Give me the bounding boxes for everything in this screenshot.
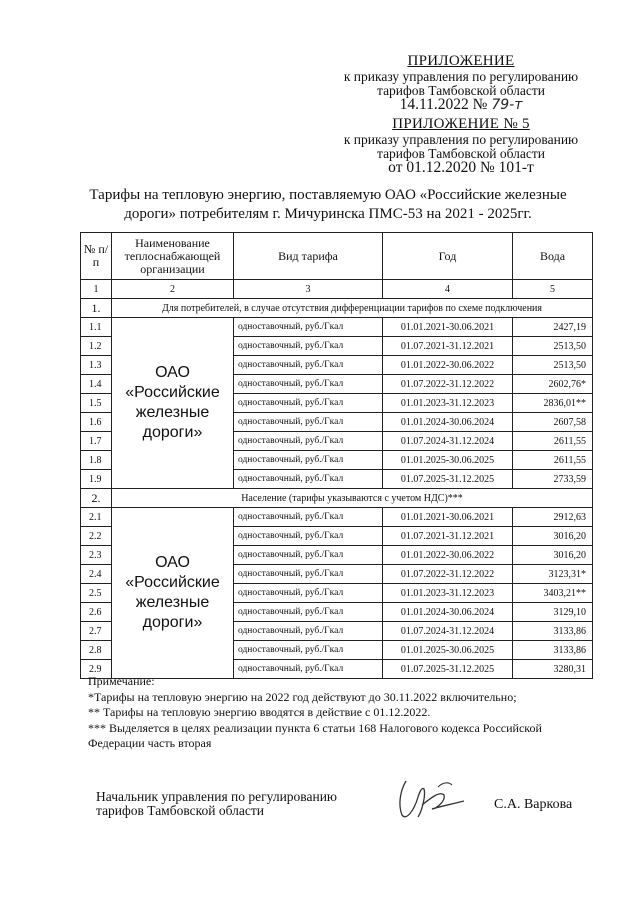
row-number: 2.9: [81, 660, 112, 679]
organization-name-line: «Российские: [125, 574, 220, 591]
signatory-name: С.А. Варкова: [494, 797, 573, 812]
tariff-period: 01.07.2024-31.12.2024: [383, 432, 513, 451]
document-title: [60, 186, 596, 224]
column-number: 3: [234, 280, 383, 299]
tariff-value: 3129,10: [513, 603, 593, 622]
column-number: 1: [81, 280, 112, 299]
tariff-type: одноставочный, руб./Гкал: [234, 432, 383, 451]
organization-name-line: ОАО: [155, 364, 190, 381]
tariff-period: 01.07.2022-31.12.2022: [383, 565, 513, 584]
tariff-value: 2611,55: [513, 432, 593, 451]
tariff-value: 3280,31: [513, 660, 593, 679]
tariff-type: одноставочный, руб./Гкал: [234, 622, 383, 641]
header-org: Наименование теплоснабжающей организации: [112, 233, 234, 280]
tariff-type: одноставочный, руб./Гкал: [234, 546, 383, 565]
tariff-type: одноставочный, руб./Гкал: [234, 413, 383, 432]
tariff-period: 01.01.2023-31.12.2023: [383, 394, 513, 413]
row-number: 2.4: [81, 565, 112, 584]
tariff-value: 2912,63: [513, 508, 593, 527]
tariff-period: 01.01.2023-31.12.2023: [383, 584, 513, 603]
tariff-value: 2733,59: [513, 470, 593, 489]
header-year: Год: [383, 233, 513, 280]
notes: [88, 674, 588, 752]
table-row: [81, 318, 593, 337]
section-number: 2.: [81, 489, 112, 508]
document-title-line2: дороги» потребителям г. Мичуринска ПМС-53 на 2021 - 2025гг.: [124, 206, 532, 222]
tariff-value: 2513,50: [513, 337, 593, 356]
header-type: Вид тарифа: [234, 233, 383, 280]
tariff-period: 01.01.2021-30.06.2021: [383, 508, 513, 527]
section-number: 1.: [81, 299, 112, 318]
tariff-value: 3123,31*: [513, 565, 593, 584]
tariff-period: 01.01.2025-30.06.2025: [383, 451, 513, 470]
header-num: № п/п: [81, 233, 112, 280]
table-header-row: [81, 233, 593, 280]
appendix-date: 14.11.2022 №: [399, 96, 488, 113]
tariff-period: 01.07.2022-31.12.2022: [383, 375, 513, 394]
note-line: Федерации часть вторая: [88, 736, 212, 750]
appendix5-title: ПРИЛОЖЕНИЕ № 5: [392, 116, 530, 132]
row-number: 2.1: [81, 508, 112, 527]
tariff-value: 2836,01**: [513, 394, 593, 413]
row-number: 1.7: [81, 432, 112, 451]
row-number: 2.8: [81, 641, 112, 660]
tariff-type: одноставочный, руб./Гкал: [234, 660, 383, 679]
row-number: 1.8: [81, 451, 112, 470]
appendix5-header: [320, 117, 602, 175]
row-number: 2.7: [81, 622, 112, 641]
note-line: ** Тарифы на тепловую энергию вводятся в действие с 01.12.2022.: [88, 705, 431, 719]
handwritten-order-number: 79-т: [491, 97, 523, 113]
tariff-type: одноставочный, руб./Гкал: [234, 451, 383, 470]
tariff-period: 01.01.2024-30.06.2024: [383, 413, 513, 432]
row-number: 2.2: [81, 527, 112, 546]
tariff-value: 2427,19: [513, 318, 593, 337]
row-number: 1.4: [81, 375, 112, 394]
tariff-value: 3133,86: [513, 622, 593, 641]
tariff-period: 01.07.2021-31.12.2021: [383, 337, 513, 356]
notes-heading: Примечание:: [88, 674, 155, 688]
section-row: [81, 299, 593, 318]
organization-name: [112, 318, 234, 489]
row-number: 1.1: [81, 318, 112, 337]
tariff-type: одноставочный, руб./Гкал: [234, 470, 383, 489]
tariff-period: 01.07.2025-31.12.2025: [383, 660, 513, 679]
organization-name-line: железные: [135, 594, 210, 611]
tariff-table: [80, 232, 593, 679]
organization-name: [112, 508, 234, 679]
tariff-period: 01.07.2024-31.12.2024: [383, 622, 513, 641]
tariff-value: 3133,86: [513, 641, 593, 660]
appendix5-line2: тарифов Тамбовской области: [377, 146, 545, 161]
tariff-period: 01.01.2025-30.06.2025: [383, 641, 513, 660]
tariff-value: 2611,55: [513, 451, 593, 470]
appendix-line1: к приказу управления по регулированию: [343, 69, 579, 84]
tariff-period: 01.01.2024-30.06.2024: [383, 603, 513, 622]
appendix-header: [320, 54, 602, 112]
organization-name-line: «Российские: [125, 384, 220, 401]
tariff-type: одноставочный, руб./Гкал: [234, 527, 383, 546]
row-number: 2.5: [81, 584, 112, 603]
tariff-type: одноставочный, руб./Гкал: [234, 508, 383, 527]
appendix5-line3: от 01.12.2020 № 101-т: [388, 159, 534, 176]
row-number: 1.6: [81, 413, 112, 432]
row-number: 2.6: [81, 603, 112, 622]
appendix5-line1: к приказу управления по регулированию: [343, 132, 579, 147]
section-row: [81, 489, 593, 508]
section-label: Население (тарифы указываются с учетом НДС)***: [112, 489, 593, 508]
tariff-type: одноставочный, руб./Гкал: [234, 337, 383, 356]
tariff-type: одноставочный, руб./Гкал: [234, 584, 383, 603]
table-row: [81, 508, 593, 527]
tariff-period: 01.01.2022-30.06.2022: [383, 356, 513, 375]
tariff-period: 01.07.2021-31.12.2021: [383, 527, 513, 546]
tariff-period: 01.01.2021-30.06.2021: [383, 318, 513, 337]
tariff-type: одноставочный, руб./Гкал: [234, 565, 383, 584]
organization-name-line: железные: [135, 404, 210, 421]
tariff-type: одноставочный, руб./Гкал: [234, 356, 383, 375]
header-water: Вода: [513, 233, 593, 280]
tariff-type: одноставочный, руб./Гкал: [234, 603, 383, 622]
tariff-type: одноставочный, руб./Гкал: [234, 318, 383, 337]
section-label: Для потребителей, в случае отсутствия дифференциации тарифов по схеме подключения: [112, 299, 593, 318]
signatory-position-line2: тарифов Тамбовской области: [96, 803, 264, 818]
appendix-date-line: [320, 98, 602, 112]
row-number: 1.2: [81, 337, 112, 356]
organization-name-line: дороги»: [142, 424, 203, 441]
organization-name-line: дороги»: [142, 614, 203, 631]
tariff-value: 3016,20: [513, 546, 593, 565]
row-number: 2.3: [81, 546, 112, 565]
handwritten-signature: [392, 775, 472, 825]
tariff-value: 2513,50: [513, 356, 593, 375]
tariff-value: 2602,76*: [513, 375, 593, 394]
column-number: 2: [112, 280, 234, 299]
tariff-value: 3016,20: [513, 527, 593, 546]
row-number: 1.9: [81, 470, 112, 489]
tariff-value: 2607,58: [513, 413, 593, 432]
column-number: 4: [383, 280, 513, 299]
column-number-row: [81, 280, 593, 299]
tariff-type: одноставочный, руб./Гкал: [234, 375, 383, 394]
tariff-value: 3403,21**: [513, 584, 593, 603]
row-number: 1.3: [81, 356, 112, 375]
row-number: 1.5: [81, 394, 112, 413]
organization-name-line: ОАО: [155, 554, 190, 571]
appendix-title: ПРИЛОЖЕНИЕ: [407, 53, 515, 69]
tariff-type: одноставочный, руб./Гкал: [234, 641, 383, 660]
tariff-period: 01.07.2025-31.12.2025: [383, 470, 513, 489]
tariff-period: 01.01.2022-30.06.2022: [383, 546, 513, 565]
appendix-line2: тарифов Тамбовской области: [377, 83, 545, 98]
signatory-position: [96, 790, 337, 818]
note-line: *Тарифы на тепловую энергию на 2022 год действуют до 30.11.2022 включительно;: [88, 689, 517, 704]
column-number: 5: [513, 280, 593, 299]
tariff-type: одноставочный, руб./Гкал: [234, 394, 383, 413]
note-line: *** Выделяется в целях реализации пункта 6 статьи 168 Налогового кодекса Российской: [88, 720, 542, 735]
document-title-line1: Тарифы на тепловую энергию, поставляемую ОАО «Российские железные: [89, 187, 567, 203]
signatory-position-line1: Начальник управления по регулированию: [96, 789, 338, 804]
